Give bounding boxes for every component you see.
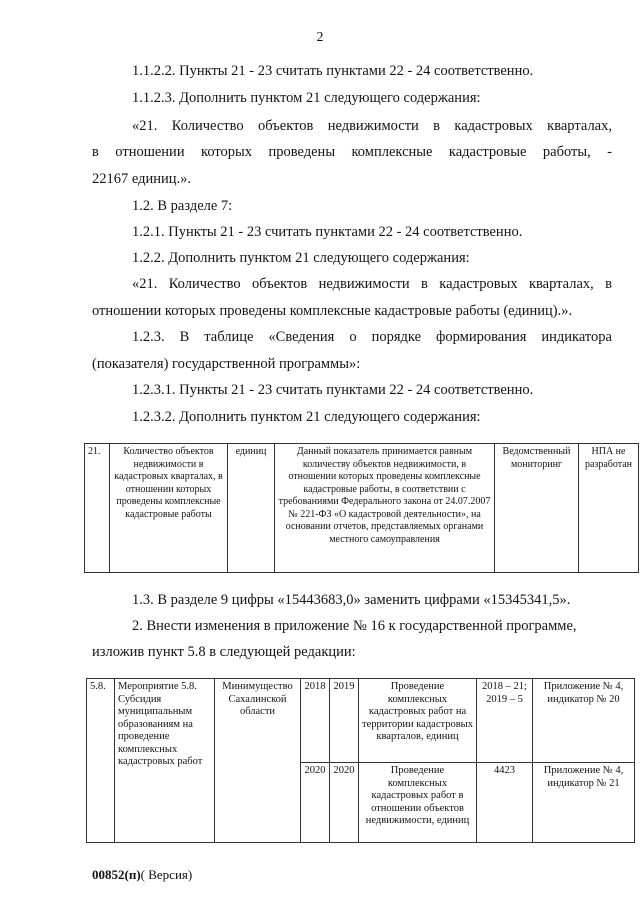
- indicator-link: Приложение № 4, индикатор № 20: [533, 679, 635, 763]
- calculation-method: Данный показатель принимается равным количеству объектов недвижимости, в отношении которых проведены комплексные кадастровые работы, в соответствии с требованиями Федерального закона от 24.07.2007 № 221-ФЗ «О кадастровой деятельности», на основании отчетов, представляемых органами местного самоуправления: [275, 444, 495, 573]
- paragraph: 1.1.2.3. Дополнить пунктом 21 следующего содержания:: [132, 90, 481, 106]
- document-code: 00852(п): [92, 867, 141, 882]
- paragraph: 22167 единиц.».: [92, 171, 192, 187]
- paragraph: «21. Количество объектов недвижимости в кадастровых кварталах, в: [132, 276, 612, 292]
- paragraph: 1.2.1. Пункты 21 - 23 считать пунктами 22 - 24 соответственно.: [132, 224, 523, 240]
- indicator-link: Приложение № 4, индикатор № 21: [533, 763, 635, 843]
- paragraph: 1.2.2. Дополнить пунктом 21 следующего содержания:: [132, 250, 470, 266]
- document-version: ( Версия): [140, 867, 193, 882]
- indicator-value: 4423: [477, 763, 533, 843]
- paragraph: 1.1.2.2. Пункты 21 - 23 считать пунктами 22 - 24 соответственно.: [132, 63, 534, 79]
- paragraph: 1.2.3.1. Пункты 21 - 23 считать пунктами 22 - 24 соответственно.: [132, 382, 534, 398]
- paragraph: изложив пункт 5.8 в следующей редакции:: [92, 644, 356, 660]
- indicator: Проведение комплексных кадастровых работ на территории кадастровых кварталов, единиц: [359, 679, 477, 763]
- start-year: 2018: [301, 679, 330, 763]
- table-row: [87, 679, 635, 763]
- paragraph: отношении которых проведены комплексные кадастровые работы (единиц).».: [92, 303, 573, 319]
- paragraph: (показателя) государственной программы»:: [92, 356, 361, 372]
- paragraph: 1.2.3.2. Дополнить пунктом 21 следующего содержания:: [132, 409, 481, 425]
- indicator: Проведение комплексных кадастровых работ в отношении объектов недвижимости, единиц: [359, 763, 477, 843]
- event-name: Мероприятие 5.8. Субсидия муниципальным образованиям на проведение комплексных кадастровых работ: [115, 679, 215, 843]
- paragraph: 1.3. В разделе 9 цифры «15443683,0» заменить цифрами «15345341,5».: [132, 592, 571, 608]
- end-year: 2019: [330, 679, 359, 763]
- start-year: 2020: [301, 763, 330, 843]
- paragraph: в отношении которых проведены комплексные кадастровые работы, -: [92, 144, 612, 160]
- page-number: 2: [316, 30, 324, 45]
- paragraph: 2. Внести изменения в приложение № 16 к государственной программе,: [132, 618, 577, 634]
- indicator-name: Количество объектов недвижимости в кадастровых кварталах, в отношении которых проведены комплексные кадастровые работы: [110, 444, 228, 573]
- paragraph: 1.2.3. В таблице «Сведения о порядке формирования индикатора: [132, 329, 612, 345]
- npa-status: НПА не разработан: [579, 444, 639, 573]
- unit: единиц: [228, 444, 275, 573]
- paragraph: «21. Количество объектов недвижимости в кадастровых кварталах,: [132, 118, 612, 134]
- paragraph: 1.2. В разделе 7:: [132, 198, 233, 214]
- end-year: 2020: [330, 763, 359, 843]
- measure-table: [86, 678, 635, 843]
- row-number: 5.8.: [87, 679, 115, 843]
- indicator-table: [84, 443, 639, 573]
- table-row: [85, 444, 639, 573]
- executor: Минимущество Сахалинской области: [215, 679, 301, 843]
- indicator-value: 2018 – 21; 2019 – 5: [477, 679, 533, 763]
- row-number: 21.: [85, 444, 110, 573]
- footer: [92, 867, 192, 883]
- data-source: Ведомственный мониторинг: [495, 444, 579, 573]
